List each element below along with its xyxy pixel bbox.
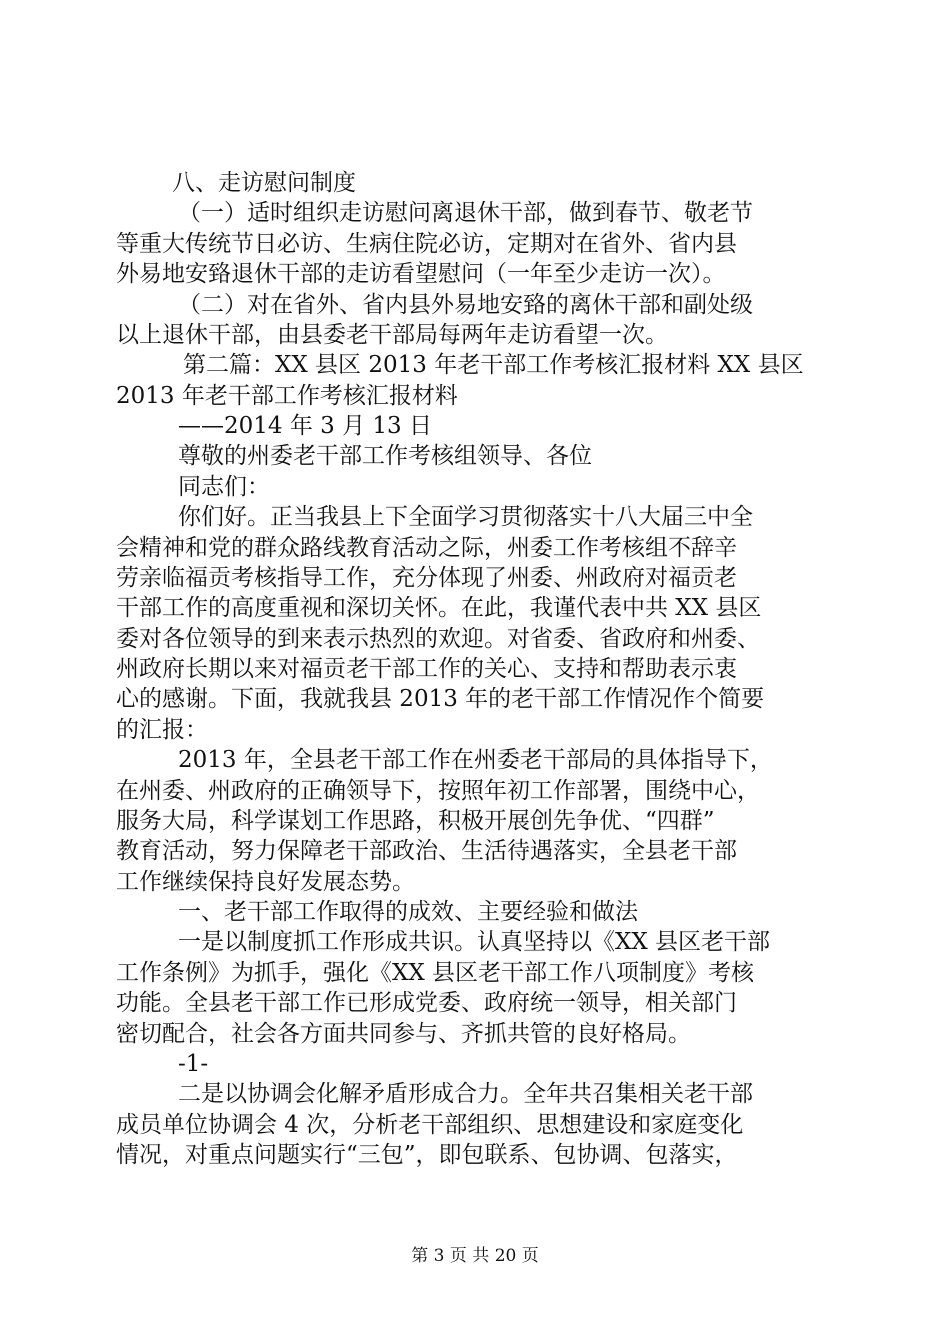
text-line: 尊敬的州委老干部工作考核组领导、各位 bbox=[178, 443, 592, 469]
text-line: 劳亲临福贡考核指导工作，充分体现了州委、州政府对福贡老 bbox=[116, 565, 737, 591]
text-line: 服务大局，科学谋划工作思路，积极开展创先争优、“四群” bbox=[116, 808, 715, 834]
text-line: 工作条例》为抓手，强化《XX 县区老干部工作八项制度》考核 bbox=[116, 960, 755, 986]
text-line: 2013 年老干部工作考核汇报材料 bbox=[116, 383, 458, 409]
text-line: （二）对在省外、省内县外易地安臵的离休干部和副处级 bbox=[178, 292, 753, 318]
text-line: 二是以协调会化解矛盾形成合力。全年共召集相关老干部 bbox=[178, 1081, 753, 1107]
page-footer: 第 3 页 共 20 页 bbox=[411, 1246, 539, 1266]
text-line: （一）适时组织走访慰问离退休干部，做到春节、敬老节 bbox=[178, 200, 753, 226]
text-line: 第二篇：XX 县区 2013 年老干部工作考核汇报材料 XX 县区 bbox=[183, 352, 804, 378]
text-line: 心的感谢。下面，我就我县 2013 年的老干部工作情况作个简要 bbox=[116, 686, 765, 712]
text-line: 功能。全县老干部工作已形成党委、政府统一领导，相关部门 bbox=[116, 990, 737, 1016]
text-line: ——2014 年 3 月 13 日 bbox=[178, 413, 432, 439]
text-line: 一、老干部工作取得的成效、主要经验和做法 bbox=[178, 899, 638, 925]
text-line: 的汇报： bbox=[116, 717, 208, 743]
page-marker: -1- bbox=[178, 1051, 209, 1077]
text-line: 等重大传统节日必访、生病住院必访，定期对在省外、省内县 bbox=[116, 231, 737, 257]
text-line: 会精神和党的群众路线教育活动之际，州委工作考核组不辞辛 bbox=[116, 535, 737, 561]
text-line: 委对各位领导的到来表示热烈的欢迎。对省委、省政府和州委、 bbox=[116, 626, 760, 652]
text-line: 教育活动，努力保障老干部政治、生活待遇落实，全县老干部 bbox=[116, 838, 737, 864]
text-line: 你们好。正当我县上下全面学习贯彻落实十八大届三中全 bbox=[178, 504, 753, 530]
text-line: 同志们： bbox=[178, 474, 270, 500]
text-line: 八、走访慰问制度 bbox=[172, 170, 356, 196]
text-line: 成员单位协调会 4 次，分析老干部组织、思想建设和家庭变化 bbox=[116, 1112, 744, 1138]
text-line: 州政府长期以来对福贡老干部工作的关心、支持和帮助表示衷 bbox=[116, 656, 737, 682]
text-line: 在州委、州政府的正确领导下，按照年初工作部署，围绕中心， bbox=[116, 778, 760, 804]
text-line: 以上退休干部，由县委老干部局每两年走访看望一次。 bbox=[116, 322, 668, 348]
text-line: 干部工作的高度重视和深切关怀。在此，我谨代表中共 XX 县区 bbox=[116, 595, 762, 621]
text-line: 密切配合，社会各方面共同参与、齐抓共管的良好格局。 bbox=[116, 1021, 691, 1047]
text-line: 一是以制度抓工作形成共识。认真坚持以《XX 县区老干部 bbox=[178, 929, 771, 955]
text-line: 2013 年，全县老干部工作在州委老干部局的具体指导下， bbox=[178, 747, 773, 773]
text-line: 工作继续保持良好发展态势。 bbox=[116, 869, 415, 895]
text-line: 外易地安臵退休干部的走访看望慰问（一年至少走访一次）。 bbox=[116, 261, 726, 287]
text-line: 情况，对重点问题实行“三包”，即包联系、包协调、包落实， bbox=[116, 1142, 738, 1168]
